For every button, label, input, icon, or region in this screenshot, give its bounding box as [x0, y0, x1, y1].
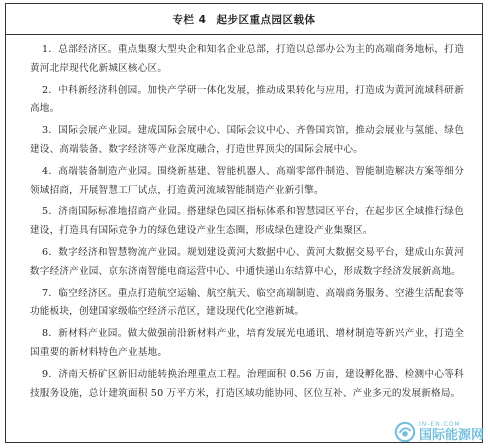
box-title: 起步区重点园区载体 — [216, 13, 316, 26]
list-item: 6．数字经济和智慧物流产业园。规划建设黄河大数据中心、黄河大数据交易平台，建成山东黄河数字经济产业园、京东济南智能电商运营中心、中通快递山东结算中心，形成数字经济发展新高地。 — [30, 246, 464, 277]
list-item: 8．新材料产业园。做大做强前沿新材料产业，培育发展光电通讯、增材制造等新兴产业，打造全国重要的新材料特色产业基地。 — [30, 328, 464, 358]
list-item: 4．高端装备制造产业园。围绕新基建、智能机器人、高端零部件制造、智能制造解决方案等细分领域招商，开展智慧工厂试点，打造黄河流域智能制造产业新引擎。 — [30, 165, 464, 196]
in-en-logo-icon — [394, 421, 416, 443]
box-header — [6, 4, 482, 35]
list-item: 1．总部经济区。重点集聚大型央企和知名企业总部，打造以总部办公为主的高端商务地标，打造黄河北岸现代化新城区核心区。 — [30, 44, 464, 74]
list-item: 5．济南国际标准地招商产业园。搭建绿色园区指标体系和智慧园区平台，在起步区全域推行绿色建设，打造具有国际竞争力的绿色建设产业生态圈，形成绿色建设产业集聚区。 — [30, 206, 464, 237]
item-list — [6, 35, 482, 403]
list-item: 2．中科新经济科创园。加快产学研一体化发展，推动成果转化与应用，打造成为黄河流域科研新高地。 — [30, 84, 464, 115]
list-item: 3．国际会展产业园。建成国际会展中心、国际会议中心、齐鲁国宾馆，推动会展业与氢能、绿色建设、高端装备、数字经济等产业深度融合，打造世界顶尖的国际会展中心。 — [30, 125, 464, 155]
list-item: 9．济南天桥矿区新旧动能转换治理重点工程。治理面积 0.56 万亩，建设孵化器、检测中心等科技服务设施，总计建筑面积 50 万平方米，打造区域功能协同、区位互补、产业多元的发展新格局。 — [30, 368, 464, 399]
column-label: 专栏 4 — [172, 13, 207, 26]
watermark-text: 国际能源网 — [418, 428, 484, 443]
watermark-en: IN-EN.COM — [418, 421, 461, 428]
watermark — [394, 421, 484, 443]
list-item: 7．临空经济区。重点打造航空运输、航空航天、临空高端制造、高端商务服务、空港生活配套等功能板块，创建国家级临空经济示范区，建设现代化空港新城。 — [30, 287, 464, 318]
info-box — [5, 3, 483, 443]
